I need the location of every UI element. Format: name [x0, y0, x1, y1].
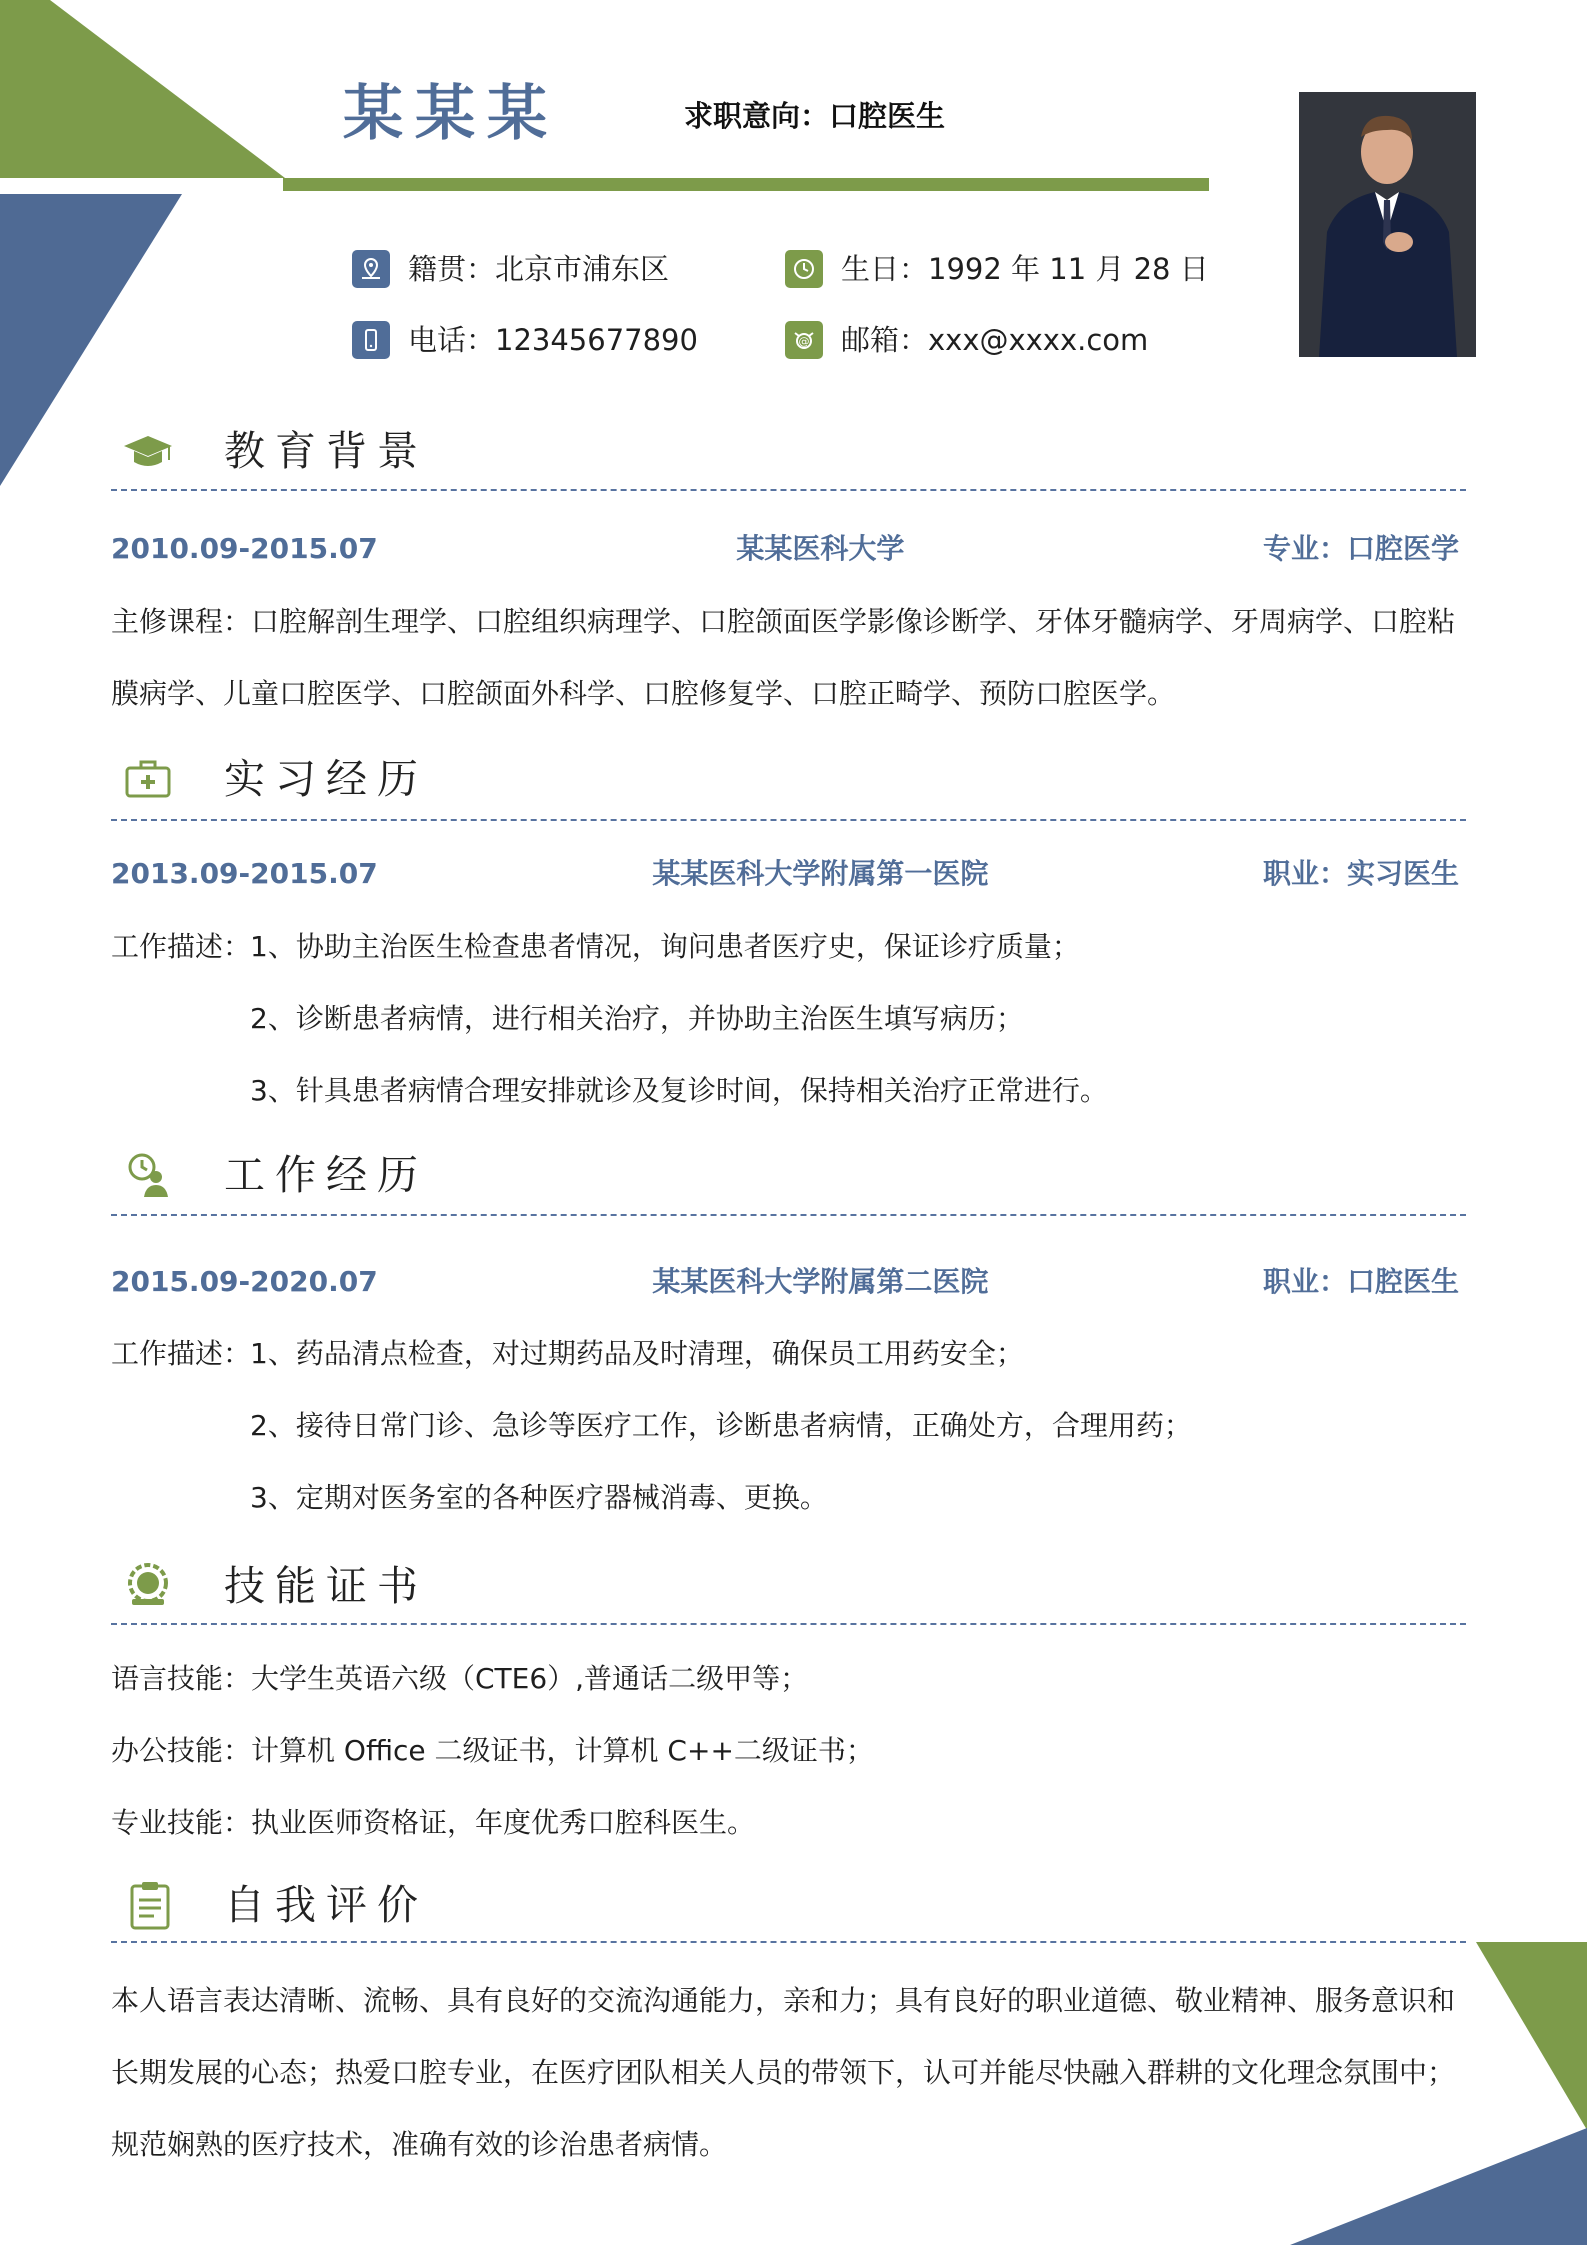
work-role: 职业：口腔医生 [1262, 1265, 1459, 1298]
work-org: 某某医科大学附属第二医院 [652, 1265, 989, 1298]
education-row [111, 529, 1459, 569]
divider [111, 819, 1466, 821]
contact-email: @ 邮箱：xxx@xxxx.com [785, 320, 1148, 360]
skill-item: 专业技能：执业医师资格证，年度优秀口腔科医生。 [111, 1806, 756, 1839]
phone-icon [352, 321, 390, 359]
internship-item: 3、针具患者病情合理安排就诊及复诊时间，保持相关治疗正常进行。 [250, 1074, 1108, 1107]
internship-row [111, 854, 1459, 894]
email-icon [785, 321, 823, 359]
graduation-cap-icon [122, 426, 174, 482]
badge-icon [122, 1559, 174, 1615]
skill-item: 办公技能：计算机 Office 二级证书，计算机 C++二级证书； [111, 1734, 874, 1767]
internship-item: 1、协助主治医生检查患者情况，询问患者医疗史，保证诊疗质量； [250, 930, 1080, 963]
internship-role: 职业：实习医生 [1262, 857, 1459, 890]
internship-org: 某某医科大学附属第一医院 [652, 857, 989, 890]
internship-item: 2、诊断患者病情，进行相关治疗，并协助主治医生填写病历； [250, 1002, 1024, 1035]
skill-item: 语言技能：大学生英语六级（CTE6）,普通话二级甲等； [111, 1662, 809, 1695]
internship-period: 2013.09-2015.07 [111, 857, 378, 890]
section-title-education: 教育背景 [224, 427, 428, 475]
education-major: 专业：口腔医学 [1262, 532, 1459, 565]
location-icon [352, 250, 390, 288]
divider [111, 489, 1466, 491]
medical-kit-icon [122, 754, 174, 810]
education-school: 某某医科大学 [736, 532, 905, 565]
education-period: 2010.09-2015.07 [111, 532, 378, 565]
section-title-internship: 实习经历 [224, 755, 428, 803]
work-desc-label: 工作描述： [111, 1337, 252, 1370]
svg-text:@: @ [798, 335, 810, 348]
work-item: 1、药品清点检查，对过期药品及时清理，确保员工用药安全； [250, 1337, 1024, 1370]
work-item: 3、定期对医务室的各种医疗器械消毒、更换。 [250, 1481, 828, 1514]
divider [111, 1214, 1466, 1216]
divider [111, 1941, 1466, 1943]
self-eval-text: 本人语言表达清晰、流畅、具有良好的交流沟通能力，亲和力；具有良好的职业道德、敬业精神、服务意识和长期发展的心态；热爱口腔专业，在医疗团队相关人员的带领下，认可并能尽快融入群耕的文化理念氛围中；规范娴熟的医疗技术，准确有效的诊治患者病情。 [111, 1984, 1456, 2161]
candidate-name: 某某某 [343, 79, 559, 149]
contact-phone: 电话：12345677890 [352, 320, 698, 360]
divider [111, 1623, 1466, 1625]
job-intent: 求职意向：口腔医生 [684, 99, 946, 133]
work-period: 2015.09-2020.07 [111, 1265, 378, 1298]
contact-hometown: 籍贯：北京市浦东区 [352, 249, 669, 289]
worker-clock-icon [122, 1149, 174, 1205]
profile-photo [1299, 92, 1476, 357]
section-title-self-eval: 自我评价 [224, 1881, 428, 1929]
section-title-work: 工作经历 [224, 1151, 428, 1199]
section-title-skills: 技能证书 [224, 1562, 428, 1610]
clock-icon [785, 250, 823, 288]
education-courses: 主修课程：口腔解剖生理学、口腔组织病理学、口腔颌面医学影像诊断学、牙体牙髓病学、牙周病学、口腔粘膜病学、儿童口腔医学、口腔颌面外科学、口腔修复学、口腔正畸学、预防口腔医学。 [111, 605, 1456, 710]
work-item: 2、接待日常门诊、急诊等医疗工作，诊断患者病情，正确处方，合理用药； [250, 1409, 1192, 1442]
clipboard-icon [124, 1880, 176, 1936]
internship-desc-label: 工作描述： [111, 930, 252, 963]
contact-birthday: 生日：1992 年 11 月 28 日 [785, 249, 1209, 289]
work-row [111, 1262, 1459, 1302]
